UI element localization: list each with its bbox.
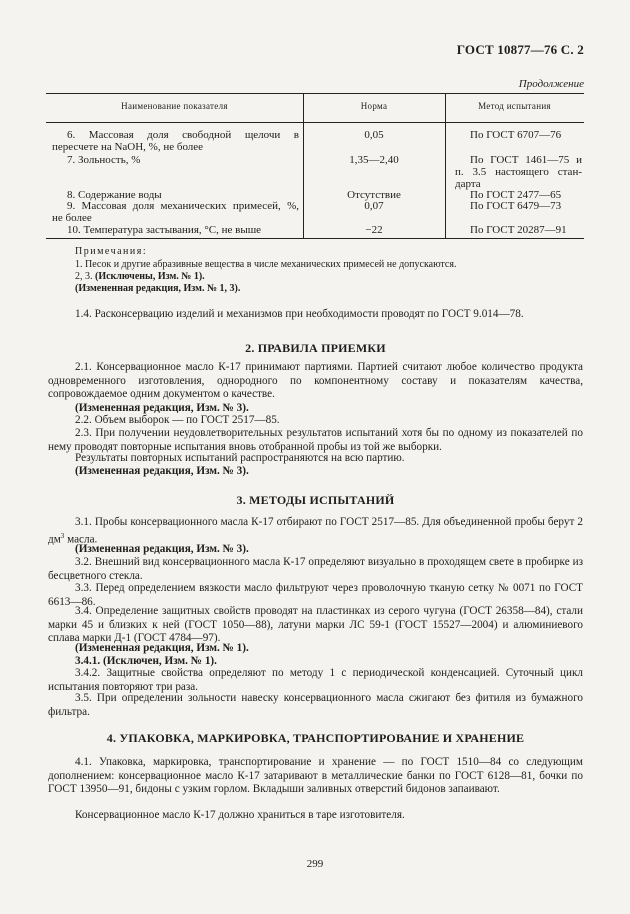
- table-cell-name-6b: пересчете на NaOH, %, не более: [52, 141, 204, 153]
- table-cell-method-10: По ГОСТ 20287—91: [470, 224, 567, 236]
- paragraph-2-3: 2.3. При получении неудовлетворительных результатов испытаний хотя бы по одному из показателей по нему проводят повторные испытания вновь отобранной пробы из той же выборки.: [48, 427, 583, 453]
- table-cell-name-9b: не более: [52, 212, 92, 224]
- table-header-norm: Норма: [360, 101, 388, 111]
- table-cell-name-10: 10. Температура застывания, °С, не выше: [67, 224, 262, 236]
- section-3-title: 3. МЕТОДЫ ИСПЫТАНИЙ: [236, 493, 395, 507]
- table-cell-norm-6: 0,05: [364, 129, 384, 141]
- document-header: ГОСТ 10877—76 С. 2: [456, 42, 584, 57]
- note-2: [75, 271, 205, 284]
- section-2-title: 2. ПРАВИЛА ПРИЕМКИ: [245, 341, 386, 355]
- paragraph-3-5: 3.5. При определении зольности навеску консервационного масла сжигают без фитиля из бумажного фильтра.: [48, 692, 583, 718]
- continuation-label: Продолжение: [518, 78, 584, 90]
- table-cell-method-7b: п. 3.5 настоящего стан-: [455, 166, 582, 178]
- table-cell-method-6: По ГОСТ 6707—76: [470, 129, 562, 141]
- table-cell-name-8: 8. Содержание воды: [67, 189, 162, 201]
- paragraph-4-1-storage: Консервационное масло К-17 должно храниться в таре изготовителя.: [75, 809, 405, 821]
- amendment-2-1: (Измененная редакция, Изм. № 3).: [75, 402, 249, 414]
- table-cell-name-7: 7. Зольность, %: [67, 154, 141, 166]
- amendment-2-3: (Измененная редакция, Изм. № 3).: [75, 465, 249, 477]
- note-3-amendment: (Измененная редакция, Изм. № 1, 3).: [75, 283, 241, 294]
- paragraph-3-4-2: 3.4.2. Защитные свойства определяют по методу 1 с периодической конденсацией. Суточный цикл испытания повторяют три раза.: [48, 667, 583, 693]
- table-cell-name-6a: 6. Массовая доля свободной щелочи в: [67, 129, 299, 141]
- table-header-method: Метод испытания: [478, 101, 551, 111]
- note-2-text: (Исключены, Изм. № 1).: [95, 271, 205, 282]
- paragraph-2-1: 2.1. Консервационное масло К-17 принимают партиями. Партией считают любое количество продукта одновременного изготовления, однородного по компонентному составу и показателям качества, сопровождаемое одним документом о качестве.: [48, 361, 583, 401]
- paragraph-3-4-1: 3.4.1. (Исключен, Изм. № 1).: [75, 655, 217, 667]
- table-cell-method-9: По ГОСТ 6479—73: [470, 200, 562, 212]
- paragraph-4-1: 4.1. Упаковка, маркировка, транспортирование и хранение — по ГОСТ 1510—84 со следующим дополнением: консервационное масло К-17 затаривают в металлические банки по ГОСТ 6128—81, бочки по ГОСТ 13950—91, бидоны с узким горлом. Вкладыши заливных отверстий бидонов запаивают.: [48, 756, 583, 796]
- table-cell-method-8: По ГОСТ 2477—65: [470, 189, 562, 201]
- note-1: 1. Песок и другие абразивные вещества в числе механических примесей не допускаются.: [75, 259, 457, 270]
- table-cell-method-7c: дарта: [455, 178, 481, 190]
- paragraph-3-3: 3.3. Перед определением вязкости масло фильтруют через проволочную тканую сетку № 0071 по ГОСТ 6613—86.: [48, 582, 583, 608]
- table-bottom-rule: [46, 238, 584, 239]
- paragraph-3-1-text: 3.1. Пробы консервационного масла К-17 отбирают по ГОСТ 2517—85. Для объединенной пробы берут 2 дм: [48, 516, 583, 546]
- note-2-number: 2, 3.: [75, 271, 93, 282]
- paragraph-3-4: 3.4. Определение защитных свойств проводят на пластинках из серого чугуна (ГОСТ 26358—84), стали марки 45 и близких к ней (ГОСТ 1050—88), латуни марки ЛС 59-1 (ГОСТ 15527—2004) и алюминиевого сплава марки Д-1 (ГОСТ 4784—97).: [48, 605, 583, 645]
- table-column-divider-2: [445, 93, 446, 238]
- amendment-3-4: (Измененная редакция, Изм. № 1).: [75, 642, 249, 654]
- table-top-rule: [46, 93, 584, 94]
- page-number: 299: [306, 858, 324, 870]
- paragraph-2-2: 2.2. Объем выборок — по ГОСТ 2517—85.: [75, 414, 280, 426]
- table-cell-norm-7: 1,35—2,40: [349, 154, 399, 166]
- superscript-3: 3: [60, 531, 65, 540]
- table-cell-name-9a: 9. Массовая доля механических примесей, %,: [67, 200, 299, 212]
- paragraph-2-3-results: Результаты повторных испытаний распространяются на всю партию.: [75, 452, 405, 464]
- notes-heading: Примечания:: [75, 246, 148, 257]
- paragraph-3-2: 3.2. Внешний вид консервационного масла К-17 определяют визуально в проходящем свете в пробирке из бесцветного стекла.: [48, 556, 583, 582]
- table-header-name: Наименование показателя: [121, 101, 228, 111]
- table-cell-method-7a: По ГОСТ 1461—75 и: [470, 154, 582, 166]
- table-header-rule: [46, 122, 584, 123]
- section-4-title: 4. УПАКОВКА, МАРКИРОВКА, ТРАНСПОРТИРОВАНИЕ И ХРАНЕНИЕ: [106, 731, 525, 745]
- table-cell-norm-8: Отсутствие: [347, 189, 401, 201]
- paragraph-1-4: 1.4. Расконсервацию изделий и механизмов при необходимости проводят по ГОСТ 9.014—78.: [75, 308, 524, 320]
- amendment-3-1: (Измененная редакция, Изм. № 3).: [75, 543, 249, 555]
- table-cell-norm-10: −22: [365, 224, 383, 236]
- paragraph-3-1-end: масла.: [64, 533, 98, 546]
- table-cell-norm-9: 0,07: [364, 200, 384, 212]
